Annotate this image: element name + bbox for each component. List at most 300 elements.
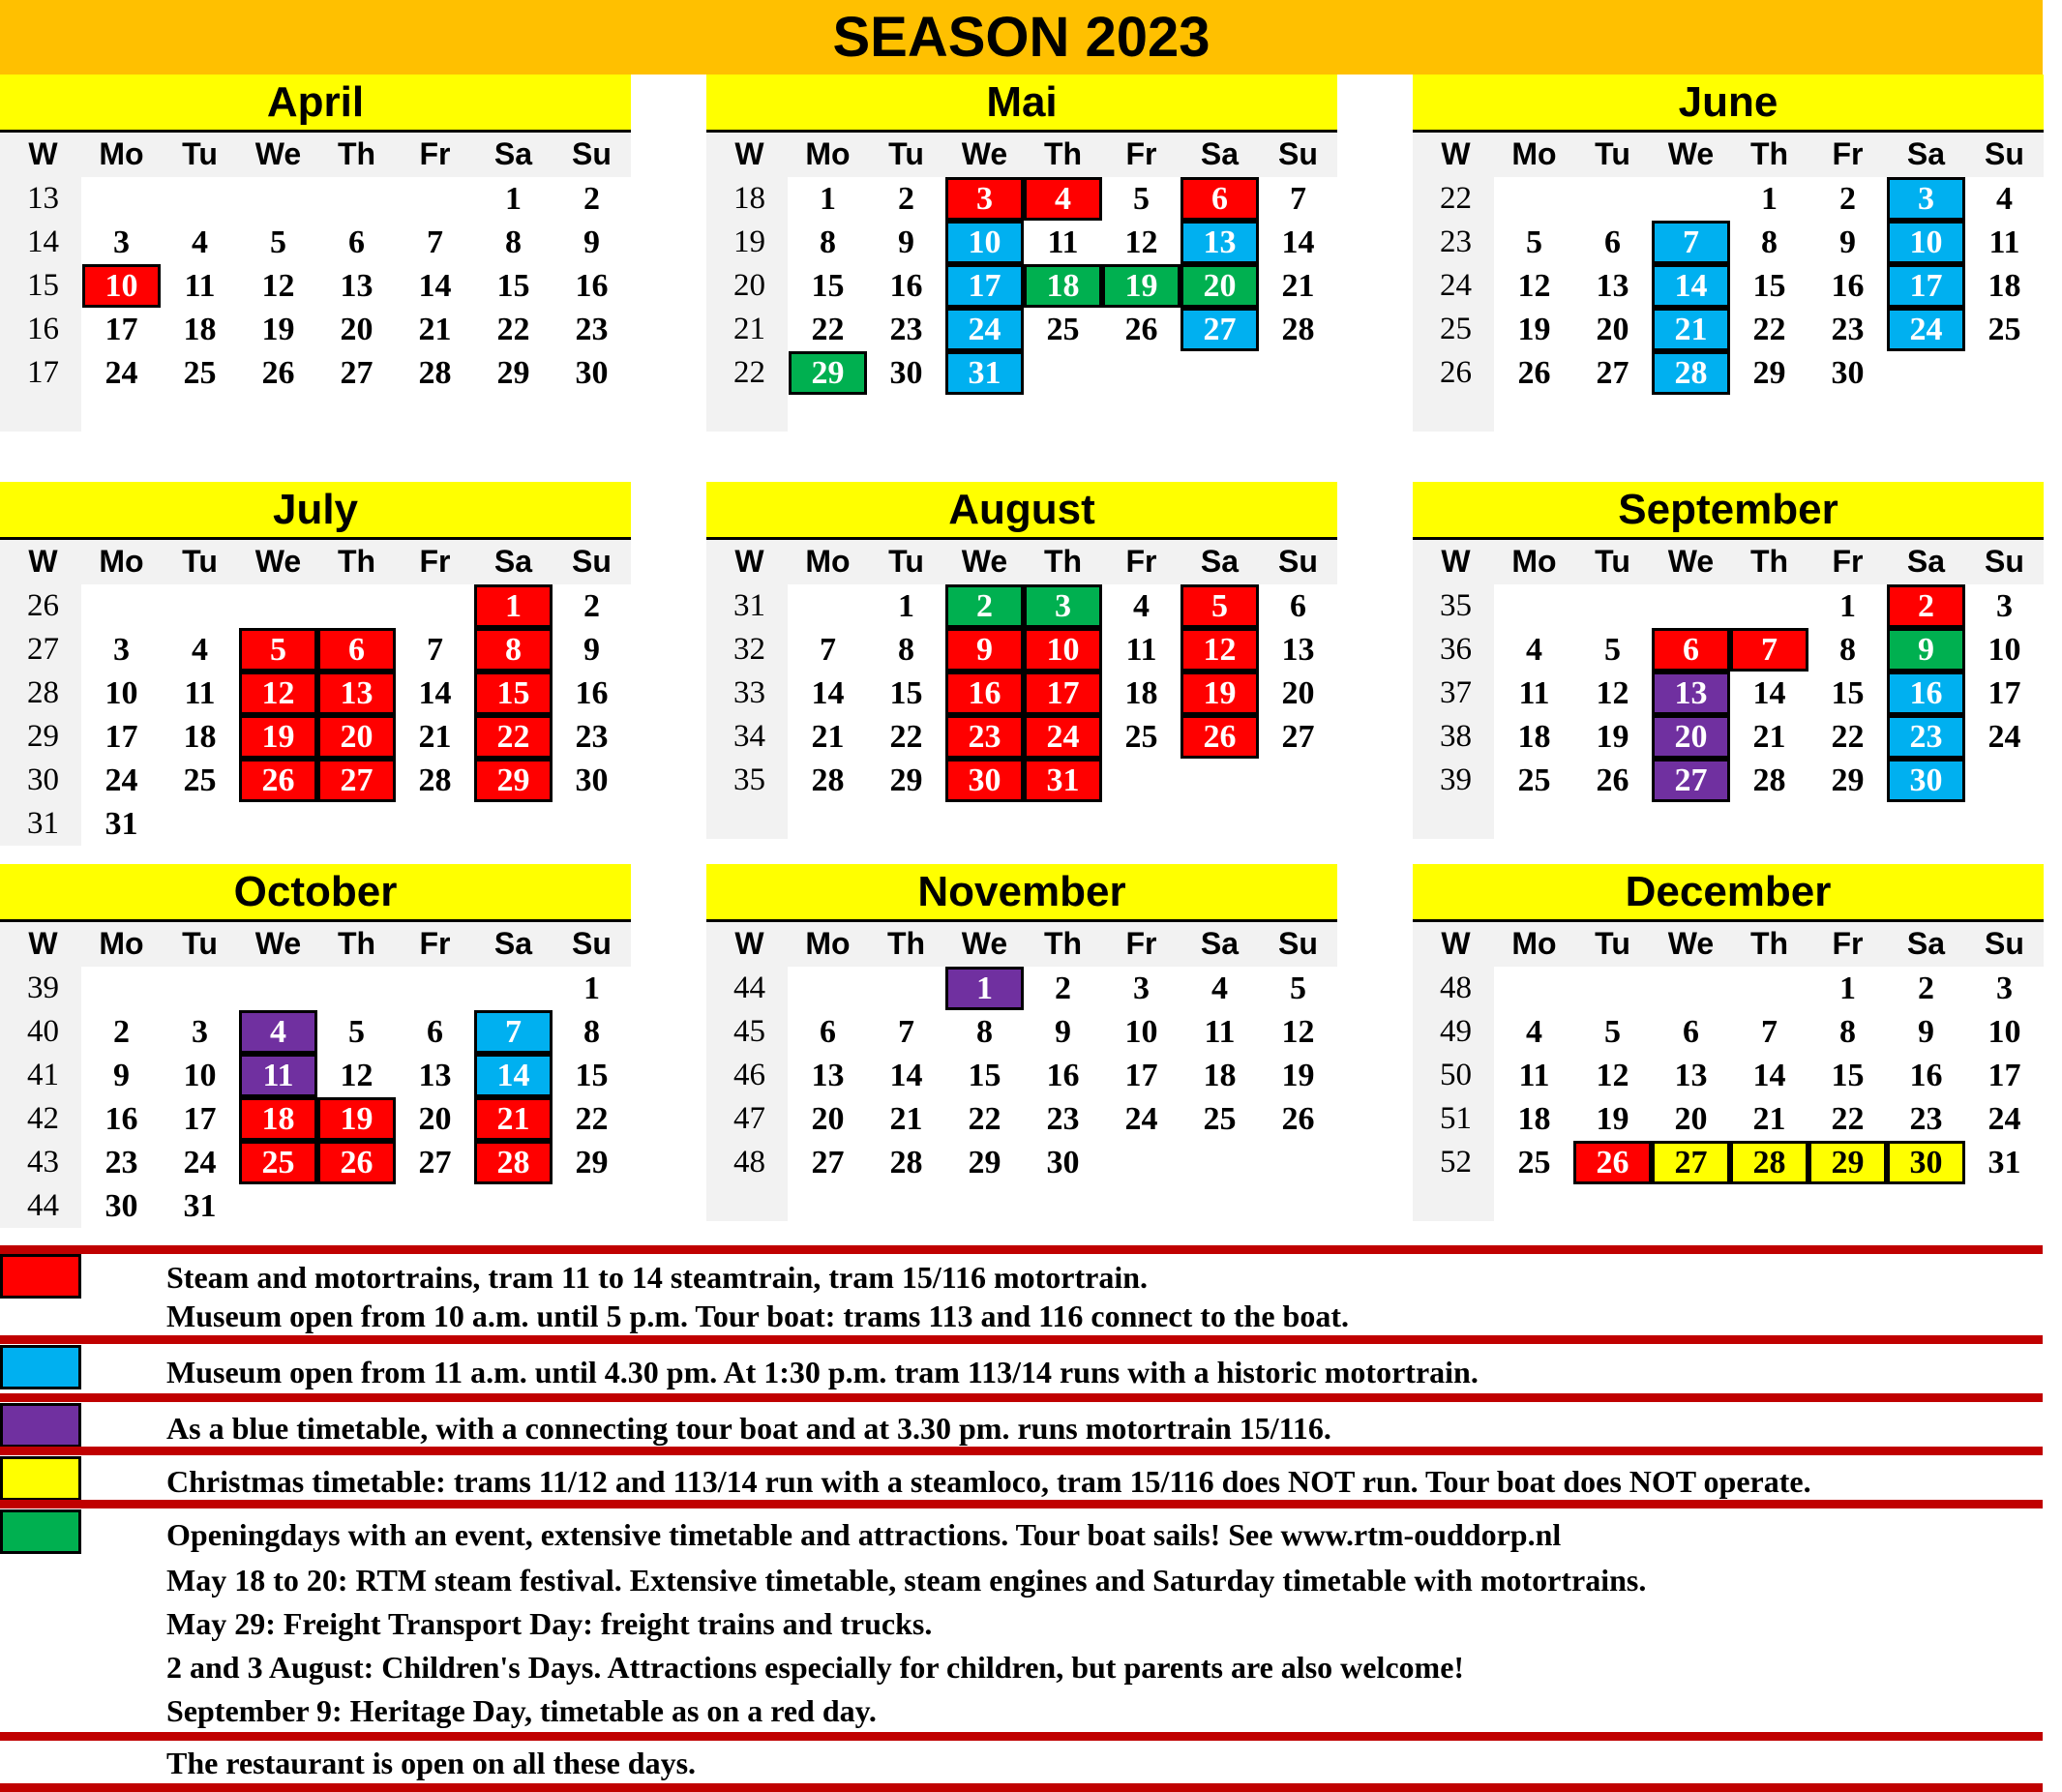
day-cell: 5	[1133, 180, 1150, 217]
weekday-header: Th	[1043, 136, 1083, 171]
day-cell: 10	[1887, 221, 1965, 264]
weekday-header: W	[734, 136, 764, 171]
legend-swatch-blue	[0, 1345, 81, 1389]
day-cell: 20	[1180, 264, 1259, 308]
weekday-header: We	[961, 926, 1008, 961]
day-cell: 7	[474, 1010, 553, 1054]
day-cell: 20	[317, 715, 396, 759]
month-grid	[0, 540, 631, 846]
weekday-header: Su	[572, 926, 612, 961]
legend-green-line1: Openingdays with an event, extensive timetable and attractions. Tour boat sails! See www.rtm-ouddorp.nl	[166, 1517, 1562, 1552]
day-cell: 16	[1831, 267, 1865, 304]
day-cell: 14	[474, 1054, 553, 1097]
week-number: 29	[27, 719, 59, 754]
day-cell: 8	[474, 628, 553, 672]
week-number: 14	[27, 224, 59, 259]
day-cell: 6	[317, 628, 396, 672]
day-cell: 27	[811, 1144, 845, 1180]
day-cell: 10	[1987, 631, 2021, 668]
day-cell: 24	[183, 1144, 217, 1180]
day-cell: 26	[261, 354, 295, 391]
month-april	[0, 75, 631, 432]
day-cell: 25	[1124, 718, 1158, 755]
day-cell: 2	[583, 587, 600, 624]
day-cell: 21	[1281, 267, 1315, 304]
day-cell: 1	[898, 587, 914, 624]
week-number: 40	[27, 1014, 59, 1049]
day-cell: 28	[474, 1141, 553, 1184]
day-cell: 17	[945, 264, 1024, 308]
weekday-header: Fr	[1125, 926, 1157, 961]
day-cell: 11	[1125, 631, 1157, 668]
day-cell: 24	[105, 354, 138, 391]
week-number: 22	[733, 355, 765, 390]
day-cell: 5	[1604, 631, 1621, 668]
legend-purple: As a blue timetable, with a connecting tour boat and at 3.30 pm. runs motortrain 15/116.	[166, 1411, 1331, 1446]
day-cell: 1	[820, 180, 836, 217]
weekday-header: W	[734, 544, 764, 579]
day-cell: 15	[474, 672, 553, 715]
month-title: December	[1413, 864, 2044, 922]
day-cell: 25	[1987, 311, 2021, 347]
week-number: 20	[733, 268, 765, 303]
day-cell: 11	[184, 267, 216, 304]
day-cell: 31	[1024, 759, 1102, 802]
weekday-header: Mo	[805, 926, 851, 961]
day-cell: 24	[1887, 308, 1965, 351]
day-cell: 23	[575, 718, 609, 755]
day-cell: 21	[889, 1100, 923, 1137]
day-cell: 28	[811, 762, 845, 798]
legend-blue: Museum open from 11 a.m. until 4.30 pm. At 1:30 p.m. tram 113/14 runs with a historic motortrain.	[166, 1355, 1479, 1389]
day-cell: 25	[1517, 762, 1551, 798]
day-cell: 27	[1652, 1141, 1730, 1184]
weekday-header: Sa	[1200, 544, 1240, 579]
day-cell: 14	[418, 267, 452, 304]
day-cell: 2	[1918, 970, 1934, 1006]
month-grid	[706, 133, 1337, 432]
weekday-header: Sa	[1906, 136, 1946, 171]
day-cell: 20	[418, 1100, 452, 1137]
day-cell: 28	[1281, 311, 1315, 347]
day-cell: 3	[1996, 970, 2013, 1006]
weekday-header: Tu	[1595, 136, 1630, 171]
day-cell: 21	[418, 311, 452, 347]
legend-swatch-red	[0, 1254, 81, 1299]
legend-green-line4: 2 and 3 August: Children's Days. Attractions especially for children, but parents are also welcome!	[166, 1650, 1465, 1685]
day-cell: 16	[105, 1100, 138, 1137]
day-cell: 20	[1596, 311, 1629, 347]
day-cell: 27	[1281, 718, 1315, 755]
weekday-header: Th	[886, 926, 926, 961]
day-cell: 22	[496, 311, 530, 347]
day-cell: 13	[1281, 631, 1315, 668]
day-cell: 13	[1180, 221, 1259, 264]
day-cell: 11	[1518, 1057, 1550, 1093]
week-number: 15	[27, 268, 59, 303]
weekday-header: We	[254, 136, 302, 171]
weekday-header: Fr	[419, 544, 451, 579]
weekday-header: We	[961, 136, 1008, 171]
legend-green-line3: May 29: Freight Transport Day: freight trains and trucks.	[166, 1606, 933, 1641]
week-number: 13	[27, 181, 59, 216]
day-cell: 27	[418, 1144, 452, 1180]
legend-rule	[0, 1335, 2043, 1344]
month-mai	[706, 75, 1337, 432]
weekday-header: We	[961, 544, 1008, 579]
day-cell: 9	[113, 1057, 130, 1093]
day-cell: 17	[1887, 264, 1965, 308]
weekday-header: Su	[1985, 926, 2024, 961]
weekday-header: Mo	[805, 544, 851, 579]
day-cell: 25	[1203, 1100, 1237, 1137]
day-cell: 12	[1180, 628, 1259, 672]
weekday-header: W	[1441, 926, 1471, 961]
day-cell: 18	[1024, 264, 1102, 308]
day-cell: 5	[239, 628, 317, 672]
legend-green-line5: September 9: Heritage Day, timetable as on a red day.	[166, 1693, 877, 1728]
day-cell: 4	[1526, 631, 1542, 668]
day-cell: 28	[1652, 351, 1730, 395]
day-cell: 1	[583, 970, 600, 1006]
day-cell: 1	[1839, 587, 1856, 624]
month-grid	[1413, 922, 2044, 1221]
day-cell: 13	[418, 1057, 452, 1093]
month-december	[1413, 864, 2044, 1221]
day-cell: 7	[1290, 180, 1306, 217]
day-cell: 26	[1281, 1100, 1315, 1137]
day-cell: 1	[1839, 970, 1856, 1006]
day-cell: 26	[1180, 715, 1259, 759]
weekday-header: Mo	[805, 136, 851, 171]
day-cell: 27	[1652, 759, 1730, 802]
month-grid	[706, 540, 1337, 839]
weekday-header: Mo	[99, 926, 144, 961]
day-cell: 17	[183, 1100, 217, 1137]
day-cell: 29	[1752, 354, 1786, 391]
day-cell: 19	[1596, 718, 1629, 755]
day-cell: 24	[105, 762, 138, 798]
day-cell: 28	[418, 762, 452, 798]
day-cell: 8	[505, 224, 522, 260]
day-cell: 19	[261, 311, 295, 347]
day-cell: 13	[1596, 267, 1629, 304]
day-cell: 8	[898, 631, 914, 668]
day-cell: 23	[945, 715, 1024, 759]
day-cell: 4	[1133, 587, 1150, 624]
weekday-header: W	[734, 926, 764, 961]
day-cell: 21	[1752, 718, 1786, 755]
weekday-header: Tu	[182, 926, 218, 961]
week-number: 18	[733, 181, 765, 216]
legend-rule	[0, 1393, 2043, 1402]
day-cell: 16	[1909, 1057, 1943, 1093]
day-cell: 9	[1887, 628, 1965, 672]
day-cell: 6	[427, 1013, 443, 1050]
day-cell: 6	[1180, 177, 1259, 221]
day-cell: 13	[1652, 672, 1730, 715]
week-number: 26	[27, 588, 59, 623]
day-cell: 29	[1831, 762, 1865, 798]
day-cell: 7	[427, 631, 443, 668]
day-cell: 6	[348, 224, 365, 260]
day-cell: 8	[583, 1013, 600, 1050]
day-cell: 7	[820, 631, 836, 668]
day-cell: 6	[1290, 587, 1306, 624]
day-cell: 10	[1987, 1013, 2021, 1050]
day-cell: 16	[1046, 1057, 1080, 1093]
week-number: 35	[1440, 588, 1472, 623]
weekday-header: Sa	[493, 136, 533, 171]
day-cell: 2	[945, 584, 1024, 628]
day-cell: 24	[1024, 715, 1102, 759]
day-cell: 7	[898, 1013, 914, 1050]
day-cell: 15	[889, 674, 923, 711]
day-cell: 20	[811, 1100, 845, 1137]
day-cell: 22	[1752, 311, 1786, 347]
day-cell: 29	[496, 354, 530, 391]
day-cell: 29	[889, 762, 923, 798]
weekday-header: Mo	[99, 544, 144, 579]
day-cell: 14	[811, 674, 845, 711]
weekday-header: Mo	[99, 136, 144, 171]
day-cell: 24	[945, 308, 1024, 351]
weekday-header: Tu	[182, 136, 218, 171]
day-cell: 31	[105, 805, 138, 842]
day-cell: 17	[105, 311, 138, 347]
day-cell: 17	[1987, 1057, 2021, 1093]
day-cell: 19	[1596, 1100, 1629, 1137]
day-cell: 20	[1674, 1100, 1708, 1137]
weekday-header: Su	[1985, 544, 2024, 579]
day-cell: 13	[1674, 1057, 1708, 1093]
day-cell: 29	[968, 1144, 1001, 1180]
week-number: 32	[733, 632, 765, 667]
day-cell: 14	[1652, 264, 1730, 308]
day-cell: 30	[1046, 1144, 1080, 1180]
day-cell: 3	[192, 1013, 208, 1050]
day-cell: 23	[575, 311, 609, 347]
day-cell: 2	[113, 1013, 130, 1050]
day-cell: 9	[945, 628, 1024, 672]
month-grid	[0, 922, 631, 1228]
weekday-header: Su	[1278, 136, 1318, 171]
weekday-header: Mo	[1511, 926, 1557, 961]
legend-restaurant: The restaurant is open on all these days.	[166, 1746, 697, 1780]
week-number: 34	[733, 719, 765, 754]
day-cell: 5	[1180, 584, 1259, 628]
day-cell: 5	[1604, 1013, 1621, 1050]
legend-red-line1: Steam and motortrains, tram 11 to 14 steamtrain, tram 15/116 motortrain.	[166, 1260, 1149, 1295]
day-cell: 19	[1517, 311, 1551, 347]
day-cell: 10	[105, 674, 138, 711]
day-cell: 8	[820, 224, 836, 260]
weekday-header: Tu	[182, 544, 218, 579]
week-number: 39	[1440, 762, 1472, 797]
day-cell: 15	[1831, 1057, 1865, 1093]
day-cell: 10	[945, 221, 1024, 264]
day-cell: 18	[1203, 1057, 1237, 1093]
day-cell: 5	[270, 224, 286, 260]
month-august	[706, 482, 1337, 839]
day-cell: 4	[1526, 1013, 1542, 1050]
weekday-header: We	[254, 544, 302, 579]
weekday-header: Sa	[1200, 136, 1240, 171]
day-cell: 16	[889, 267, 923, 304]
day-cell: 23	[1887, 715, 1965, 759]
day-cell: 8	[1761, 224, 1778, 260]
day-cell: 15	[811, 267, 845, 304]
weekday-header: Mo	[1511, 136, 1557, 171]
day-cell: 30	[575, 354, 609, 391]
day-cell: 7	[427, 224, 443, 260]
weekday-header: Fr	[1125, 544, 1157, 579]
day-cell: 22	[1831, 718, 1865, 755]
week-number: 39	[27, 971, 59, 1005]
day-cell: 13	[317, 672, 396, 715]
week-number: 22	[1440, 181, 1472, 216]
day-cell: 28	[1730, 1141, 1808, 1184]
weekday-header: W	[1441, 544, 1471, 579]
day-cell: 14	[889, 1057, 923, 1093]
day-cell: 26	[1124, 311, 1158, 347]
week-number: 44	[733, 971, 765, 1005]
day-cell: 18	[1517, 1100, 1551, 1137]
day-cell: 14	[1281, 224, 1315, 260]
day-cell: 19	[1102, 264, 1180, 308]
weekday-header: W	[28, 544, 58, 579]
day-cell: 22	[968, 1100, 1001, 1137]
week-number: 16	[27, 312, 59, 346]
day-cell: 19	[1281, 1057, 1315, 1093]
day-cell: 11	[1204, 1013, 1236, 1050]
day-cell: 11	[239, 1054, 317, 1097]
month-june	[1413, 75, 2044, 432]
day-cell: 8	[1839, 631, 1856, 668]
day-cell: 11	[1518, 674, 1550, 711]
week-number: 46	[733, 1058, 765, 1092]
day-cell: 26	[239, 759, 317, 802]
month-title: November	[706, 864, 1337, 922]
day-cell: 9	[1839, 224, 1856, 260]
day-cell: 15	[575, 1057, 609, 1093]
week-number: 31	[27, 806, 59, 841]
day-cell: 7	[1761, 1013, 1778, 1050]
day-cell: 2	[1887, 584, 1965, 628]
week-number: 45	[733, 1014, 765, 1049]
day-cell: 31	[1987, 1144, 2021, 1180]
day-cell: 14	[1752, 674, 1786, 711]
weekday-header: We	[254, 926, 302, 961]
week-number: 28	[27, 675, 59, 710]
week-number: 36	[1440, 632, 1472, 667]
day-cell: 11	[1988, 224, 2020, 260]
weekday-header: Tu	[1595, 544, 1630, 579]
day-cell: 20	[1281, 674, 1315, 711]
weekday-header: Th	[1043, 926, 1083, 961]
day-cell: 23	[1046, 1100, 1080, 1137]
weekday-header: W	[28, 926, 58, 961]
week-number: 37	[1440, 675, 1472, 710]
weekday-header: W	[28, 136, 58, 171]
day-cell: 23	[889, 311, 923, 347]
day-cell: 12	[1124, 224, 1158, 260]
day-cell: 10	[82, 264, 161, 308]
week-number: 30	[27, 762, 59, 797]
day-cell: 8	[1839, 1013, 1856, 1050]
week-number: 21	[733, 312, 765, 346]
day-cell: 20	[1652, 715, 1730, 759]
day-cell: 30	[945, 759, 1024, 802]
day-cell: 16	[575, 267, 609, 304]
week-number: 43	[27, 1145, 59, 1180]
day-cell: 26	[1517, 354, 1551, 391]
day-cell: 30	[1831, 354, 1865, 391]
day-cell: 11	[1047, 224, 1079, 260]
week-number: 50	[1440, 1058, 1472, 1092]
weekday-header: Tu	[1595, 926, 1630, 961]
month-title: September	[1413, 482, 2044, 540]
day-cell: 10	[183, 1057, 217, 1093]
day-cell: 28	[889, 1144, 923, 1180]
week-number: 42	[27, 1101, 59, 1136]
legend-rule	[0, 1500, 2043, 1508]
weekday-header: Th	[337, 544, 376, 579]
day-cell: 30	[105, 1187, 138, 1224]
day-cell: 1	[1761, 180, 1778, 217]
month-title: April	[0, 75, 631, 133]
weekday-header: Fr	[1125, 136, 1157, 171]
month-title: Mai	[706, 75, 1337, 133]
legend-swatch-purple	[0, 1403, 81, 1448]
day-cell: 16	[575, 674, 609, 711]
day-cell: 18	[239, 1097, 317, 1141]
day-cell: 2	[898, 180, 914, 217]
legend-green-line2: May 18 to 20: RTM steam festival. Extensive timetable, steam engines and Saturday timetable with motortrains.	[166, 1563, 1647, 1598]
weekday-header: Th	[1749, 136, 1789, 171]
day-cell: 18	[183, 311, 217, 347]
day-cell: 24	[1987, 718, 2021, 755]
day-cell: 6	[1683, 1013, 1699, 1050]
day-cell: 20	[340, 311, 374, 347]
week-number: 47	[733, 1101, 765, 1136]
day-cell: 9	[1918, 1013, 1934, 1050]
weekday-header: We	[1667, 926, 1715, 961]
day-cell: 23	[1909, 1100, 1943, 1137]
month-title: July	[0, 482, 631, 540]
week-number: 48	[1440, 971, 1472, 1005]
day-cell: 18	[183, 718, 217, 755]
day-cell: 3	[1133, 970, 1150, 1006]
day-cell: 1	[945, 967, 1024, 1010]
day-cell: 17	[1024, 672, 1102, 715]
day-cell: 4	[192, 224, 208, 260]
day-cell: 11	[184, 674, 216, 711]
day-cell: 22	[889, 718, 923, 755]
day-cell: 3	[1887, 177, 1965, 221]
day-cell: 24	[1987, 1100, 2021, 1137]
day-cell: 14	[1752, 1057, 1786, 1093]
weekday-header: Fr	[1832, 544, 1864, 579]
weekday-header: We	[1667, 544, 1715, 579]
week-number: 24	[1440, 268, 1472, 303]
week-number: 27	[27, 632, 59, 667]
weekday-header: Su	[572, 544, 612, 579]
day-cell: 10	[1124, 1013, 1158, 1050]
month-september	[1413, 482, 2044, 839]
legend-rule	[0, 1447, 2043, 1455]
weekday-header: Sa	[1906, 926, 1946, 961]
